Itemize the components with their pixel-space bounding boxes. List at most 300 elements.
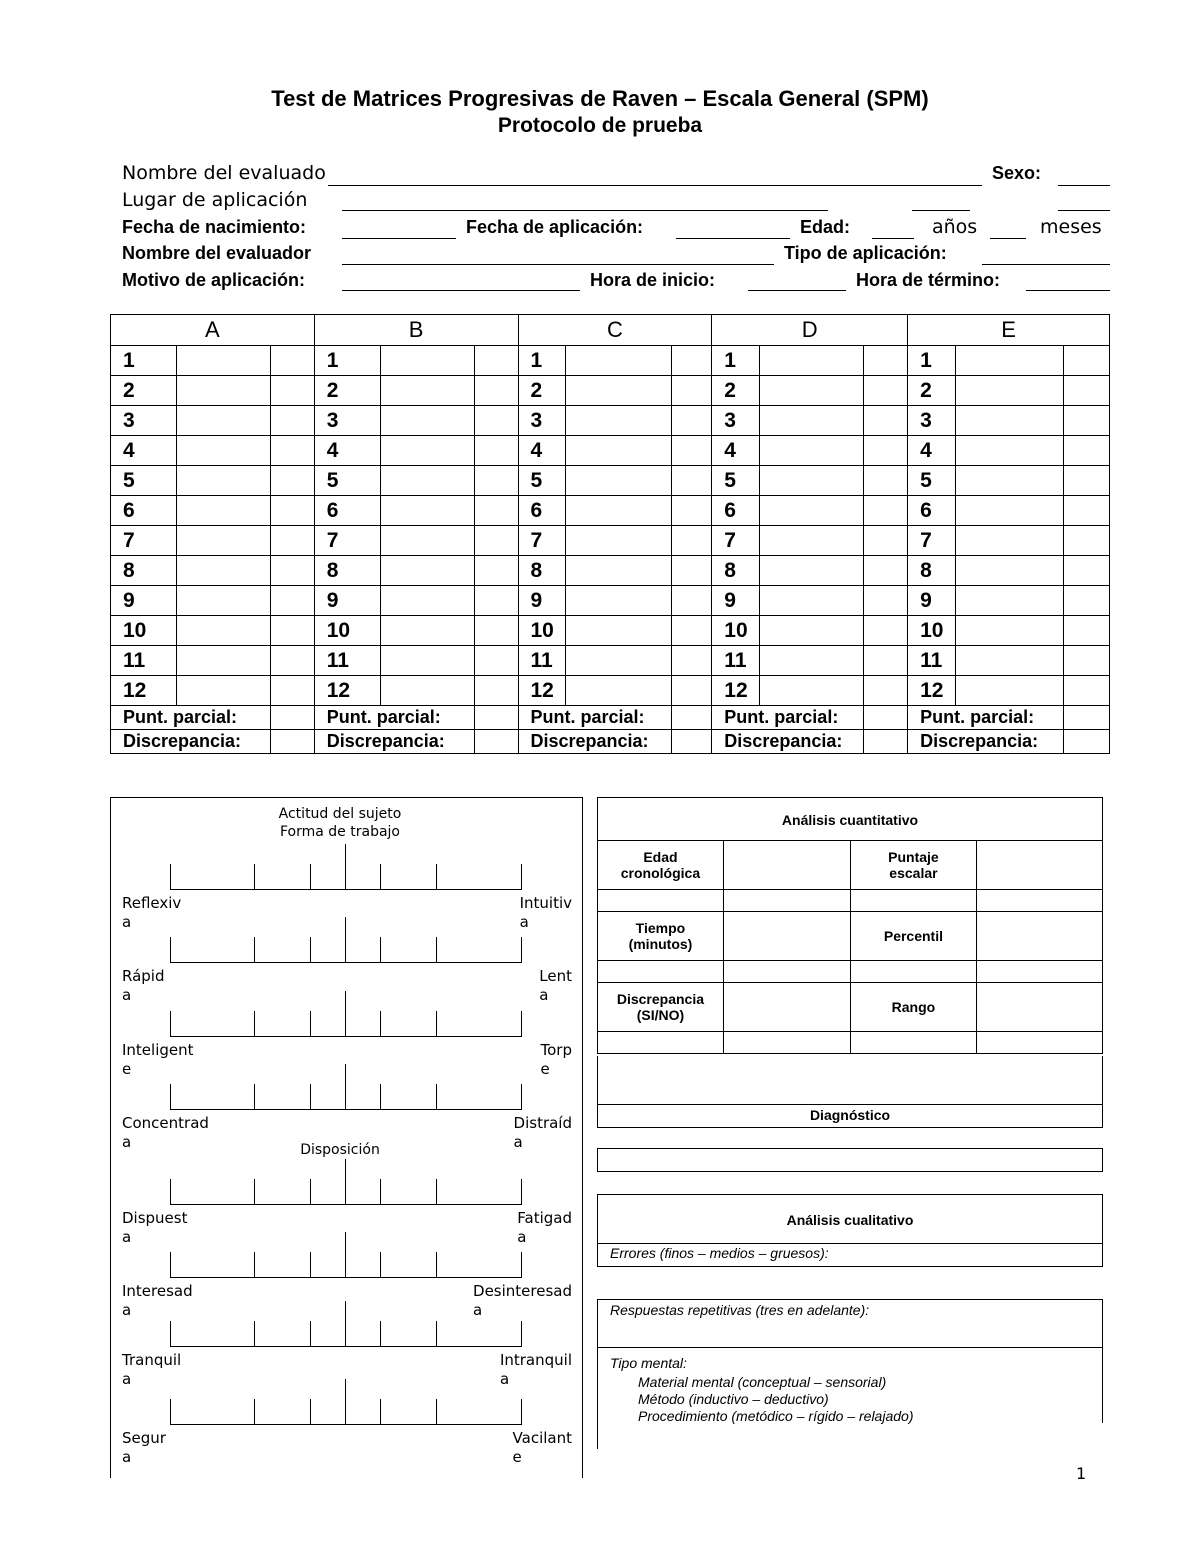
field-lugar-extra2[interactable] xyxy=(1058,210,1110,211)
item-number: 9 xyxy=(111,586,177,616)
discrepancia-value-b[interactable] xyxy=(474,730,518,754)
item-number: 12 xyxy=(314,676,380,706)
grid-row xyxy=(111,436,1110,466)
label-fecha-nacimiento: Fecha de nacimiento: xyxy=(122,217,307,237)
answer-cell-c[interactable] xyxy=(566,406,672,436)
answer-cell-a[interactable] xyxy=(176,646,270,676)
answer-cell-a[interactable] xyxy=(176,676,270,706)
item-number: 3 xyxy=(314,406,380,436)
discrepancia-value-a[interactable] xyxy=(270,730,314,754)
grid-row xyxy=(111,556,1110,586)
check-cell-c[interactable] xyxy=(672,496,712,526)
punt-parcial-value-e[interactable] xyxy=(1063,706,1109,730)
item-number: 9 xyxy=(908,586,956,616)
discrepancia-value-d[interactable] xyxy=(864,730,908,754)
series-header-b: B xyxy=(314,315,518,346)
value-percentil[interactable] xyxy=(977,912,1103,961)
label-procedimiento: Procedimiento (metódico – rígido – relajado) xyxy=(638,1408,914,1424)
grid-footer-row xyxy=(111,730,1110,754)
scale-right-pole: Intranquil a xyxy=(499,1351,572,1388)
field-nombre-evaluador[interactable] xyxy=(342,264,774,265)
label-sexo: Sexo: xyxy=(992,163,1042,183)
item-number: 1 xyxy=(111,346,177,376)
item-number: 1 xyxy=(908,346,956,376)
check-cell-c[interactable] xyxy=(672,526,712,556)
respuestas-right-line xyxy=(1102,1299,1103,1423)
check-cell-e[interactable] xyxy=(1063,526,1109,556)
answer-cell-b[interactable] xyxy=(380,466,474,496)
label-hora-inicio: Hora de inicio: xyxy=(590,270,716,290)
diagnostico-title: Diagnóstico xyxy=(809,1107,891,1123)
label-metodo: Método (inductivo – deductivo) xyxy=(638,1391,829,1407)
check-cell-b[interactable] xyxy=(474,556,518,586)
check-cell-b[interactable] xyxy=(474,376,518,406)
answer-cell-d[interactable] xyxy=(760,616,864,646)
scale-right-pole: Distraíd a xyxy=(513,1114,572,1151)
punt-parcial-label-e: Punt. parcial: xyxy=(908,706,1064,730)
answer-cell-d[interactable] xyxy=(760,556,864,586)
check-cell-a[interactable] xyxy=(270,346,314,376)
punt-parcial-value-b[interactable] xyxy=(474,706,518,730)
label-tiempo: Tiempo (minutos) xyxy=(598,912,724,961)
check-cell-b[interactable] xyxy=(474,646,518,676)
scale-left-pole: Segur a xyxy=(122,1429,166,1466)
item-number: 12 xyxy=(712,676,760,706)
answer-cell-b[interactable] xyxy=(380,586,474,616)
check-cell-a[interactable] xyxy=(270,676,314,706)
item-number: 5 xyxy=(111,466,177,496)
answer-grid xyxy=(110,314,1110,754)
check-cell-a[interactable] xyxy=(270,376,314,406)
check-cell-d[interactable] xyxy=(864,346,908,376)
disposicion-title: Disposición xyxy=(300,1142,380,1158)
answer-cell-a[interactable] xyxy=(176,526,270,556)
answer-cell-c[interactable] xyxy=(566,436,672,466)
check-cell-d[interactable] xyxy=(864,376,908,406)
field-tipo-aplicacion[interactable] xyxy=(982,264,1110,265)
respuestas-left-line xyxy=(597,1299,598,1423)
check-cell-d[interactable] xyxy=(864,496,908,526)
label-nombre-evaluado: Nombre del evaluado xyxy=(122,162,326,184)
field-motivo[interactable] xyxy=(342,290,580,291)
label-motivo: Motivo de aplicación: xyxy=(122,270,306,290)
check-cell-c[interactable] xyxy=(672,466,712,496)
check-cell-c[interactable] xyxy=(672,586,712,616)
check-cell-a[interactable] xyxy=(270,526,314,556)
item-number: 9 xyxy=(518,586,566,616)
forma-trabajo-title: Forma de trabajo xyxy=(280,824,400,840)
item-number: 1 xyxy=(712,346,760,376)
item-number: 3 xyxy=(518,406,566,436)
answer-cell-b[interactable] xyxy=(380,616,474,646)
discrepancia-label-a: Discrepancia: xyxy=(111,730,271,754)
grid-row xyxy=(111,616,1110,646)
item-number: 8 xyxy=(111,556,177,586)
check-cell-a[interactable] xyxy=(270,586,314,616)
series-header-c: C xyxy=(518,315,712,346)
answer-cell-d[interactable] xyxy=(760,406,864,436)
check-cell-a[interactable] xyxy=(270,406,314,436)
check-cell-b[interactable] xyxy=(474,466,518,496)
item-number: 5 xyxy=(908,466,956,496)
series-header-a: A xyxy=(111,315,315,346)
grid-row xyxy=(111,376,1110,406)
label-errores: Errores (finos – medios – gruesos): xyxy=(610,1245,829,1261)
item-number: 11 xyxy=(314,646,380,676)
check-cell-a[interactable] xyxy=(270,496,314,526)
answer-cell-d[interactable] xyxy=(760,676,864,706)
answer-cell-d[interactable] xyxy=(760,526,864,556)
grid-row xyxy=(111,406,1110,436)
item-number: 7 xyxy=(314,526,380,556)
label-tipo-mental: Tipo mental: xyxy=(610,1355,687,1371)
answer-cell-d[interactable] xyxy=(760,376,864,406)
item-number: 8 xyxy=(712,556,760,586)
scale-right-pole: Fatigad a xyxy=(517,1209,572,1246)
item-number: 11 xyxy=(111,646,177,676)
value-edad-cronologica[interactable] xyxy=(723,841,850,890)
scale-right-pole: Intuitiv a xyxy=(519,894,572,931)
rating-scale[interactable] xyxy=(170,937,521,963)
rating-scale[interactable] xyxy=(170,1011,521,1037)
answer-cell-b[interactable] xyxy=(380,436,474,466)
field-fecha-nacimiento[interactable] xyxy=(342,238,456,239)
label-meses: meses xyxy=(1040,216,1102,238)
cuantitativo-table xyxy=(597,840,1103,1054)
answer-cell-d[interactable] xyxy=(760,466,864,496)
check-cell-b[interactable] xyxy=(474,586,518,616)
actitud-title: Actitud del sujeto xyxy=(278,806,402,822)
label-rango: Rango xyxy=(850,983,977,1032)
item-number: 2 xyxy=(111,376,177,406)
answer-cell-d[interactable] xyxy=(760,646,864,676)
label-percentil: Percentil xyxy=(850,912,977,961)
item-number: 4 xyxy=(712,436,760,466)
punt-parcial-label-c: Punt. parcial: xyxy=(518,706,672,730)
punt-parcial-label-b: Punt. parcial: xyxy=(314,706,474,730)
label-fecha-aplicacion: Fecha de aplicación: xyxy=(466,217,644,237)
check-cell-a[interactable] xyxy=(270,646,314,676)
check-cell-a[interactable] xyxy=(270,466,314,496)
answer-cell-c[interactable] xyxy=(566,346,672,376)
respuestas-top-line xyxy=(597,1299,1103,1300)
check-cell-b[interactable] xyxy=(474,526,518,556)
answer-cell-c[interactable] xyxy=(566,616,672,646)
scale-left-pole: Inteligent e xyxy=(122,1041,194,1078)
check-cell-b[interactable] xyxy=(474,406,518,436)
field-lugar[interactable] xyxy=(342,210,828,211)
check-cell-e[interactable] xyxy=(1063,496,1109,526)
check-cell-d[interactable] xyxy=(864,556,908,586)
item-number: 12 xyxy=(518,676,566,706)
item-number: 7 xyxy=(908,526,956,556)
answer-cell-a[interactable] xyxy=(176,556,270,586)
label-respuestas: Respuestas repetitivas (tres en adelante): xyxy=(610,1302,870,1318)
answer-cell-e[interactable] xyxy=(956,526,1064,556)
answer-cell-e[interactable] xyxy=(956,346,1064,376)
item-number: 6 xyxy=(314,496,380,526)
item-number: 8 xyxy=(314,556,380,586)
answer-cell-a[interactable] xyxy=(176,496,270,526)
answer-cell-b[interactable] xyxy=(380,676,474,706)
check-cell-a[interactable] xyxy=(270,556,314,586)
label-lugar: Lugar de aplicación xyxy=(122,189,308,211)
item-number: 5 xyxy=(712,466,760,496)
item-number: 9 xyxy=(712,586,760,616)
cuantitativo-title: Análisis cuantitativo xyxy=(781,812,919,828)
answer-cell-d[interactable] xyxy=(760,436,864,466)
label-discrepancia: Discrepancia (SI/NO) xyxy=(598,983,724,1032)
value-puntaje-escalar[interactable] xyxy=(977,841,1103,890)
item-number: 4 xyxy=(111,436,177,466)
rating-scale[interactable] xyxy=(170,1179,521,1205)
item-number: 10 xyxy=(712,616,760,646)
item-number: 7 xyxy=(518,526,566,556)
check-cell-d[interactable] xyxy=(864,646,908,676)
value-tiempo[interactable] xyxy=(723,912,850,961)
check-cell-e[interactable] xyxy=(1063,616,1109,646)
item-number: 10 xyxy=(314,616,380,646)
punt-parcial-value-d[interactable] xyxy=(864,706,908,730)
answer-cell-e[interactable] xyxy=(956,376,1064,406)
check-cell-d[interactable] xyxy=(864,406,908,436)
punt-parcial-label-d: Punt. parcial: xyxy=(712,706,864,730)
item-number: 4 xyxy=(314,436,380,466)
answer-cell-d[interactable] xyxy=(760,346,864,376)
page-subtitle: Protocolo de prueba xyxy=(497,114,703,137)
check-cell-e[interactable] xyxy=(1063,676,1109,706)
scale-right-pole: Torp e xyxy=(540,1041,572,1078)
check-cell-d[interactable] xyxy=(864,676,908,706)
cualitativo-title: Análisis cualitativo xyxy=(786,1212,914,1228)
check-cell-c[interactable] xyxy=(672,406,712,436)
check-cell-a[interactable] xyxy=(270,436,314,466)
answer-cell-b[interactable] xyxy=(380,496,474,526)
series-header-e: E xyxy=(908,315,1110,346)
check-cell-b[interactable] xyxy=(474,676,518,706)
scale-right-pole: Lent a xyxy=(539,967,572,1004)
answer-cell-c[interactable] xyxy=(566,496,672,526)
discrepancia-label-c: Discrepancia: xyxy=(518,730,672,754)
label-tipo-aplicacion: Tipo de aplicación: xyxy=(784,243,947,263)
respuestas-mid-line xyxy=(597,1347,1103,1348)
diagnostico-line[interactable] xyxy=(597,1148,1103,1172)
grid-row xyxy=(111,676,1110,706)
answer-cell-c[interactable] xyxy=(566,556,672,586)
grid-row xyxy=(111,526,1110,556)
answer-cell-b[interactable] xyxy=(380,646,474,676)
item-number: 1 xyxy=(518,346,566,376)
check-cell-b[interactable] xyxy=(474,436,518,466)
item-number: 10 xyxy=(111,616,177,646)
item-number: 9 xyxy=(314,586,380,616)
field-hora-inicio[interactable] xyxy=(748,290,846,291)
item-number: 6 xyxy=(712,496,760,526)
check-cell-d[interactable] xyxy=(864,526,908,556)
answer-cell-e[interactable] xyxy=(956,496,1064,526)
answer-cell-c[interactable] xyxy=(566,376,672,406)
rating-scale[interactable] xyxy=(170,1399,521,1425)
field-edad-anos[interactable] xyxy=(872,238,914,239)
label-nombre-evaluador: Nombre del evaluador xyxy=(122,243,312,263)
item-number: 6 xyxy=(908,496,956,526)
answer-cell-a[interactable] xyxy=(176,586,270,616)
cualitativo-bottom-line xyxy=(597,1423,598,1449)
label-anos: años xyxy=(932,216,978,238)
answer-cell-e[interactable] xyxy=(956,436,1064,466)
value-discrepancia[interactable] xyxy=(723,983,850,1032)
grid-footer-row xyxy=(111,706,1110,730)
answer-cell-c[interactable] xyxy=(566,526,672,556)
check-cell-e[interactable] xyxy=(1063,346,1109,376)
check-cell-d[interactable] xyxy=(864,466,908,496)
field-fecha-aplicacion[interactable] xyxy=(676,238,790,239)
grid-row xyxy=(111,466,1110,496)
check-cell-d[interactable] xyxy=(864,586,908,616)
punt-parcial-value-a[interactable] xyxy=(270,706,314,730)
check-cell-b[interactable] xyxy=(474,616,518,646)
check-cell-e[interactable] xyxy=(1063,586,1109,616)
answer-cell-c[interactable] xyxy=(566,676,672,706)
check-cell-d[interactable] xyxy=(864,616,908,646)
field-nombre-evaluado[interactable] xyxy=(328,185,982,186)
scale-left-pole: Tranquil a xyxy=(122,1351,182,1388)
item-number: 11 xyxy=(908,646,956,676)
answer-cell-e[interactable] xyxy=(956,466,1064,496)
answer-cell-e[interactable] xyxy=(956,556,1064,586)
label-puntaje-escalar: Puntaje escalar xyxy=(850,841,977,890)
answer-cell-c[interactable] xyxy=(566,646,672,676)
item-number: 2 xyxy=(314,376,380,406)
answer-cell-c[interactable] xyxy=(566,586,672,616)
answer-cell-e[interactable] xyxy=(956,616,1064,646)
check-cell-b[interactable] xyxy=(474,346,518,376)
answer-cell-a[interactable] xyxy=(176,466,270,496)
check-cell-e[interactable] xyxy=(1063,406,1109,436)
check-cell-c[interactable] xyxy=(672,376,712,406)
discrepancia-label-e: Discrepancia: xyxy=(908,730,1064,754)
check-cell-e[interactable] xyxy=(1063,646,1109,676)
item-number: 7 xyxy=(712,526,760,556)
page-number: 1 xyxy=(1076,1464,1087,1483)
answer-cell-c[interactable] xyxy=(566,466,672,496)
item-number: 12 xyxy=(908,676,956,706)
field-hora-termino[interactable] xyxy=(1026,290,1110,291)
answer-cell-a[interactable] xyxy=(176,616,270,646)
grid-row xyxy=(111,346,1110,376)
punt-parcial-label-a: Punt. parcial: xyxy=(111,706,271,730)
answer-cell-d[interactable] xyxy=(760,586,864,616)
scale-left-pole: Dispuest a xyxy=(122,1209,188,1246)
answer-cell-b[interactable] xyxy=(380,376,474,406)
scale-left-pole: Concentrad a xyxy=(122,1114,209,1151)
check-cell-e[interactable] xyxy=(1063,556,1109,586)
grid-row xyxy=(111,496,1110,526)
label-material-mental: Material mental (conceptual – sensorial) xyxy=(638,1374,887,1390)
diagnostico-space[interactable] xyxy=(597,1056,1103,1105)
discrepancia-label-b: Discrepancia: xyxy=(314,730,474,754)
field-lugar-extra[interactable] xyxy=(912,210,970,211)
answer-cell-a[interactable] xyxy=(176,346,270,376)
answer-cell-b[interactable] xyxy=(380,556,474,586)
answer-cell-e[interactable] xyxy=(956,406,1064,436)
item-number: 6 xyxy=(111,496,177,526)
discrepancia-value-c[interactable] xyxy=(672,730,712,754)
grid-row xyxy=(111,646,1110,676)
check-cell-b[interactable] xyxy=(474,496,518,526)
page-title: Test de Matrices Progresivas de Raven – Escala General (SPM) xyxy=(271,86,929,111)
discrepancia-value-e[interactable] xyxy=(1063,730,1109,754)
answer-cell-a[interactable] xyxy=(176,376,270,406)
check-cell-c[interactable] xyxy=(672,616,712,646)
answer-cell-d[interactable] xyxy=(760,496,864,526)
grid-row xyxy=(111,586,1110,616)
series-header-d: D xyxy=(712,315,908,346)
check-cell-e[interactable] xyxy=(1063,466,1109,496)
check-cell-c[interactable] xyxy=(672,646,712,676)
field-sexo[interactable] xyxy=(1058,185,1110,186)
item-number: 8 xyxy=(908,556,956,586)
scale-left-pole: Reflexiv a xyxy=(122,894,182,931)
rating-scale[interactable] xyxy=(170,1084,521,1110)
scale-right-pole: Desinteresad a xyxy=(473,1282,572,1319)
answer-cell-e[interactable] xyxy=(956,676,1064,706)
answer-cell-a[interactable] xyxy=(176,436,270,466)
label-hora-termino: Hora de término: xyxy=(856,270,1001,290)
item-number: 8 xyxy=(518,556,566,586)
answer-cell-b[interactable] xyxy=(380,526,474,556)
answer-cell-e[interactable] xyxy=(956,646,1064,676)
scale-left-pole: Interesad a xyxy=(122,1282,193,1319)
item-number: 12 xyxy=(111,676,177,706)
item-number: 6 xyxy=(518,496,566,526)
scale-left-pole: Rápid a xyxy=(122,967,165,1004)
answer-cell-a[interactable] xyxy=(176,406,270,436)
item-number: 5 xyxy=(314,466,380,496)
item-number: 5 xyxy=(518,466,566,496)
answer-cell-b[interactable] xyxy=(380,346,474,376)
item-number: 4 xyxy=(518,436,566,466)
check-cell-c[interactable] xyxy=(672,346,712,376)
item-number: 3 xyxy=(908,406,956,436)
check-cell-c[interactable] xyxy=(672,436,712,466)
check-cell-a[interactable] xyxy=(270,616,314,646)
check-cell-e[interactable] xyxy=(1063,436,1109,466)
answer-cell-b[interactable] xyxy=(380,406,474,436)
check-cell-d[interactable] xyxy=(864,436,908,466)
answer-cell-e[interactable] xyxy=(956,586,1064,616)
item-number: 10 xyxy=(518,616,566,646)
rating-scale[interactable] xyxy=(170,1252,521,1278)
item-number: 1 xyxy=(314,346,380,376)
item-number: 10 xyxy=(908,616,956,646)
label-edad: Edad: xyxy=(800,217,851,237)
item-number: 2 xyxy=(908,376,956,406)
check-cell-c[interactable] xyxy=(672,676,712,706)
item-number: 11 xyxy=(518,646,566,676)
punt-parcial-value-c[interactable] xyxy=(672,706,712,730)
rating-scale[interactable] xyxy=(170,864,521,890)
item-number: 3 xyxy=(111,406,177,436)
check-cell-c[interactable] xyxy=(672,556,712,586)
field-edad-meses[interactable] xyxy=(990,238,1026,239)
item-number: 3 xyxy=(712,406,760,436)
value-rango[interactable] xyxy=(977,983,1103,1032)
check-cell-e[interactable] xyxy=(1063,376,1109,406)
label-edad-cronologica: Edad cronológica xyxy=(598,841,724,890)
rating-scale[interactable] xyxy=(170,1321,521,1347)
item-number: 11 xyxy=(712,646,760,676)
